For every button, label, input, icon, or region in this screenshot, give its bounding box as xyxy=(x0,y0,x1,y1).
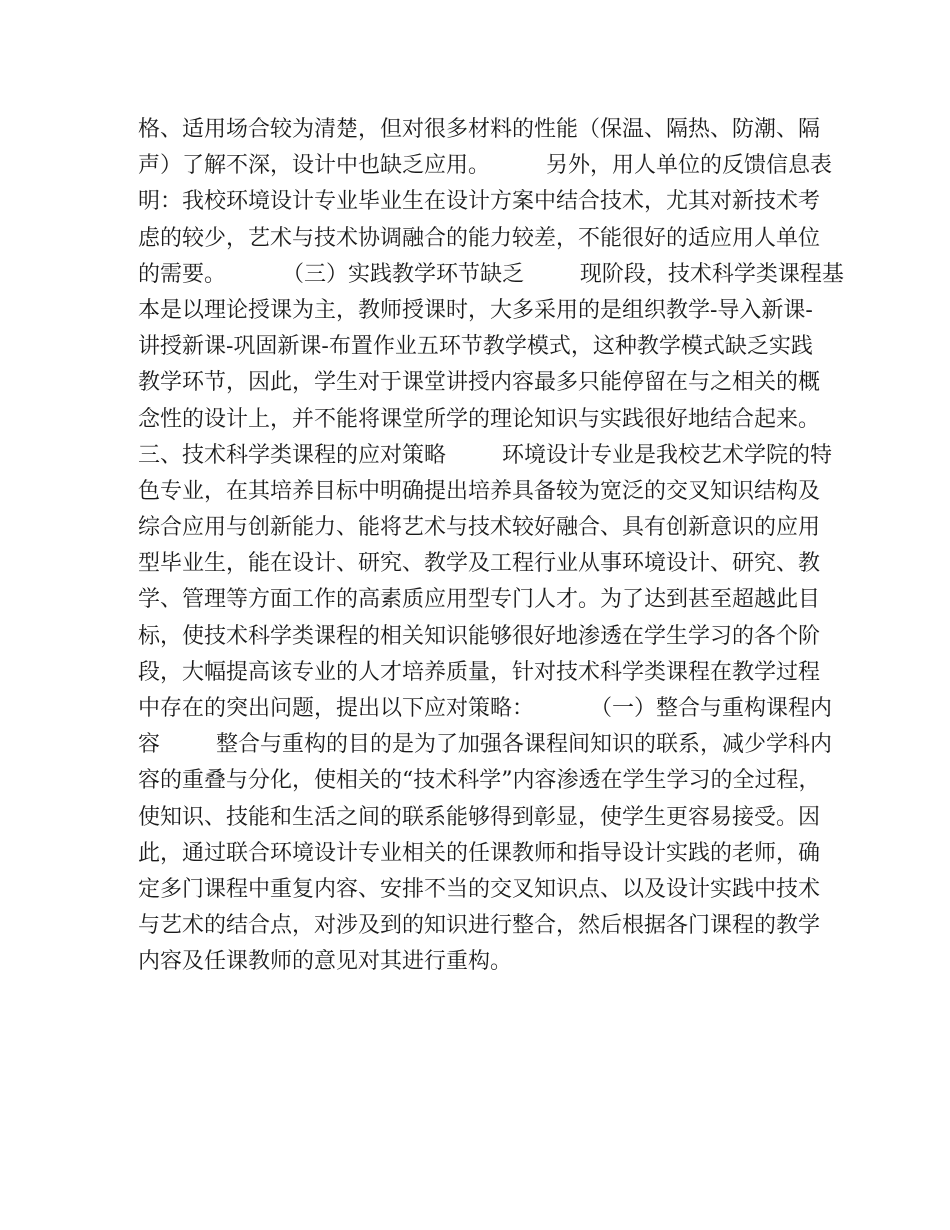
text-line: 三、技术科学类课程的应对策略 环境设计专业是我校艺术学院的特 xyxy=(138,442,832,468)
text-line: 与艺术的结合点，对涉及到的知识进行整合，然后根据各门课程的教学 xyxy=(138,913,821,939)
text-line: 内容及任课教师的意见对其进行重构。 xyxy=(138,949,513,975)
text-line: 定多门课程中重复内容、安排不当的交叉知识点、以及设计实践中技术 xyxy=(138,876,821,902)
text-line: 容 整合与重构的目的是为了加强各课程间知识的联系，减少学科内 xyxy=(138,732,832,758)
text-line: 学、管理等方面工作的高素质应用型专门人才。为了达到甚至超越此目 xyxy=(138,587,821,613)
text-line: 使知识、技能和生活之间的联系能够得到彰显，使学生更容易接受。因 xyxy=(138,804,821,830)
body-text xyxy=(138,112,844,981)
text-line: 本是以理论授课为主，教师授课时，大多采用的是组织教学-导入新课- xyxy=(138,297,813,323)
text-line: 段，大幅提高该专业的人才培养质量，针对技术科学类课程在教学过程 xyxy=(138,659,821,685)
text-line: 型毕业生，能在设计、研究、教学及工程行业从事环境设计、研究、教 xyxy=(138,551,821,577)
text-line: 念性的设计上，并不能将课堂所学的理论知识与实践很好地结合起来。 xyxy=(138,406,821,432)
text-line: 此，通过联合环境设计专业相关的任课教师和指导设计实践的老师，确 xyxy=(138,840,821,866)
text-line: 声）了解不深，设计中也缺乏应用。 另外，用人单位的反馈信息表 xyxy=(138,153,832,179)
text-line: 容的重叠与分化，使相关的“技术科学”内容渗透在学生学习的全过程， xyxy=(138,768,821,794)
text-line: 教学环节，因此，学生对于课堂讲授内容最多只能停留在与之相关的概 xyxy=(138,370,821,396)
text-line: 明：我校环境设计专业毕业生在设计方案中结合技术，尤其对新技术考 xyxy=(138,189,821,215)
text-line: 中存在的突出问题，提出以下应对策略： （一）整合与重构课程内 xyxy=(138,696,832,721)
text-line: 标，使技术科学类课程的相关知识能够很好地渗透在学生学习的各个阶 xyxy=(138,623,821,649)
text-line: 虑的较少，艺术与技术协调融合的能力较差，不能很好的适应用人单位 xyxy=(138,225,821,251)
text-line: 讲授新课-巩固新课-布置作业五环节教学模式，这种教学模式缺乏实践 xyxy=(138,334,813,360)
text-line: 的需要。 （三）实践教学环节缺乏 现阶段，技术科学类课程基 xyxy=(138,261,844,287)
text-line: 格、适用场合较为清楚，但对很多材料的性能（保温、隔热、防潮、隔 xyxy=(138,117,821,142)
text-line: 综合应用与创新能力、能将艺术与技术较好融合、具有创新意识的应用 xyxy=(138,515,821,541)
text-line: 色专业，在其培养目标中明确提出培养具备较为宽泛的交叉知识结构及 xyxy=(138,478,821,504)
